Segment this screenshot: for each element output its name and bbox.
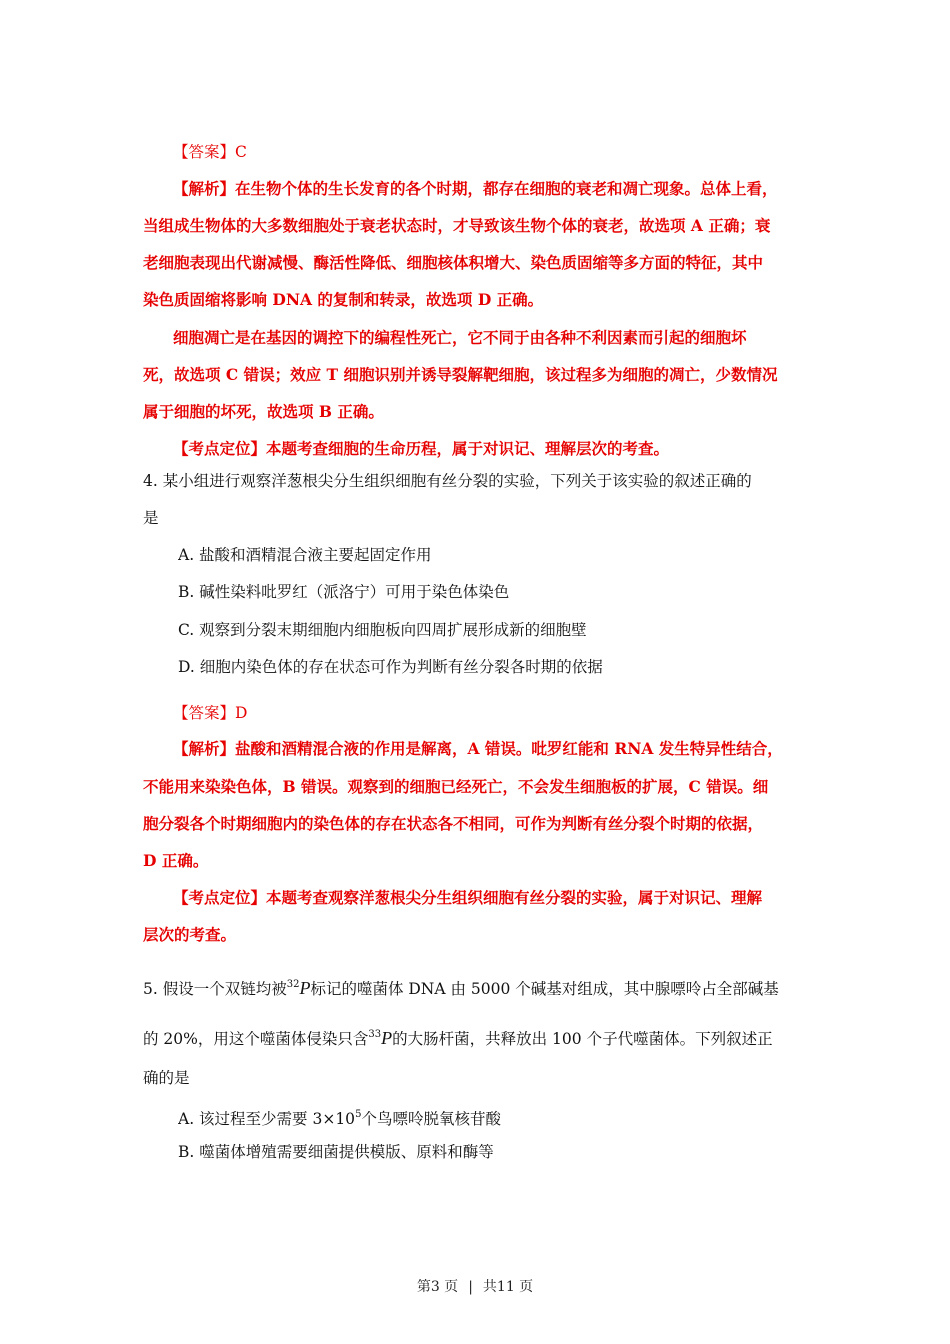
q5-stem-text-2b: 的大肠杆菌，共释放出 100 个子代噬菌体。下列叙述正 bbox=[392, 1030, 773, 1048]
q3-analysis-line-3: 老细胞表现出代谢减慢、酶活性降低、细胞核体积增大、染色质固缩等多方面的特征，其中 bbox=[143, 253, 764, 272]
q5-stem-text-1b: 标记的噬菌体 DNA 由 5000 个碱基对组成，其中腺嘌呤占全部碱基 bbox=[310, 980, 779, 998]
q3-analysis-line-4: 染色质固缩将影响 DNA 的复制和转录，故选项 D 正确。 bbox=[143, 290, 544, 309]
q5-stem-line-1 bbox=[143, 974, 811, 1000]
page-number: 第3 页 bbox=[416, 1279, 459, 1295]
q4-option-b: B. 碱性染料吡罗红（派洛宁）可用于染色体染色 bbox=[178, 583, 510, 601]
q3-analysis-line-2: 当组成生物体的大多数细胞处于衰老状态时，才导致该生物个体的衰老，故选项 A 正确；衰 bbox=[143, 216, 771, 235]
q3-para2-line-3: 属于细胞的坏死，故选项 B 正确。 bbox=[143, 402, 384, 421]
q4-analysis-line-1: 【解析】盐酸和酒精混合液的作用是解离，A 错误。吡罗红能和 RNA 发生特异性结合， bbox=[173, 739, 783, 758]
q4-analysis-line-2: 不能用来染染色体，B 错误。观察到的细胞已经死亡，不会发生细胞板的扩展，C 错误。细 bbox=[143, 777, 769, 796]
footer-separator: | bbox=[468, 1279, 473, 1295]
q5-phosphorus-symbol-1: P bbox=[299, 978, 311, 998]
q3-kaodian: 【考点定位】本题考查细胞的生命历程，属于对识记、理解层次的考查。 bbox=[173, 439, 670, 458]
q4-option-c: C. 观察到分裂末期细胞内细胞板向四周扩展形成新的细胞壁 bbox=[178, 621, 587, 639]
q4-analysis-line-3: 胞分裂各个时期细胞内的染色体的存在状态各不相同，可作为判断有丝分裂个时期的依据， bbox=[143, 814, 764, 833]
q5-option-b: B. 噬菌体增殖需要细菌提供模版、原料和酶等 bbox=[178, 1143, 494, 1161]
q5-isotope-32-superscript: 32 bbox=[286, 979, 300, 990]
q5-option-a-exponent: 5 bbox=[355, 1109, 362, 1120]
q5-isotope-33-superscript: 33 bbox=[368, 1029, 382, 1040]
q3-answer: 【答案】C bbox=[173, 143, 247, 161]
q5-stem-line-2 bbox=[143, 1024, 811, 1050]
q4-answer: 【答案】D bbox=[173, 704, 248, 722]
q4-stem-line-2: 是 bbox=[143, 509, 159, 527]
page-footer bbox=[0, 1276, 950, 1296]
q5-stem-text-2a: 的 20%，用这个噬菌体侵染只含 bbox=[143, 1030, 369, 1048]
q4-kaodian-line-1: 【考点定位】本题考查观察洋葱根尖分生组织细胞有丝分裂的实验，属于对识记、理解 bbox=[173, 888, 763, 907]
q5-option-a bbox=[178, 1104, 846, 1130]
q5-option-a-text-2: 个鸟嘌呤脱氧核苷酸 bbox=[361, 1110, 501, 1128]
q3-analysis-line-1: 【解析】在生物个体的生长发育的各个时期，都存在细胞的衰老和凋亡现象。总体上看， bbox=[173, 179, 778, 198]
q5-phosphorus-symbol-2: P bbox=[381, 1028, 393, 1048]
q5-stem-line-3: 确的是 bbox=[143, 1069, 190, 1087]
q3-para2-line-2: 死，故选项 C 错误；效应 T 细胞识别并诱导裂解靶细胞，该过程多为细胞的凋亡，少数情况 bbox=[143, 365, 778, 384]
q4-kaodian-line-2: 层次的考查。 bbox=[143, 925, 237, 944]
q5-stem-text-1a: 5. 假设一个双链均被 bbox=[143, 980, 287, 998]
total-pages: 共11 页 bbox=[482, 1279, 534, 1295]
q4-option-a: A. 盐酸和酒精混合液主要起固定作用 bbox=[178, 546, 432, 564]
q3-para2-line-1: 细胞凋亡是在基因的调控下的编程性死亡，它不同于由各种不利因素而引起的细胞坏 bbox=[173, 328, 747, 347]
q4-stem-line-1: 4. 某小组进行观察洋葱根尖分生组织细胞有丝分裂的实验，下列关于该实验的叙述正确的 bbox=[143, 472, 752, 490]
q4-option-d: D. 细胞内染色体的存在状态可作为判断有丝分裂各时期的依据 bbox=[178, 658, 603, 676]
q5-option-a-text-1: A. 该过程至少需要 3×10 bbox=[178, 1110, 356, 1128]
q4-analysis-line-4: D 正确。 bbox=[143, 851, 209, 870]
